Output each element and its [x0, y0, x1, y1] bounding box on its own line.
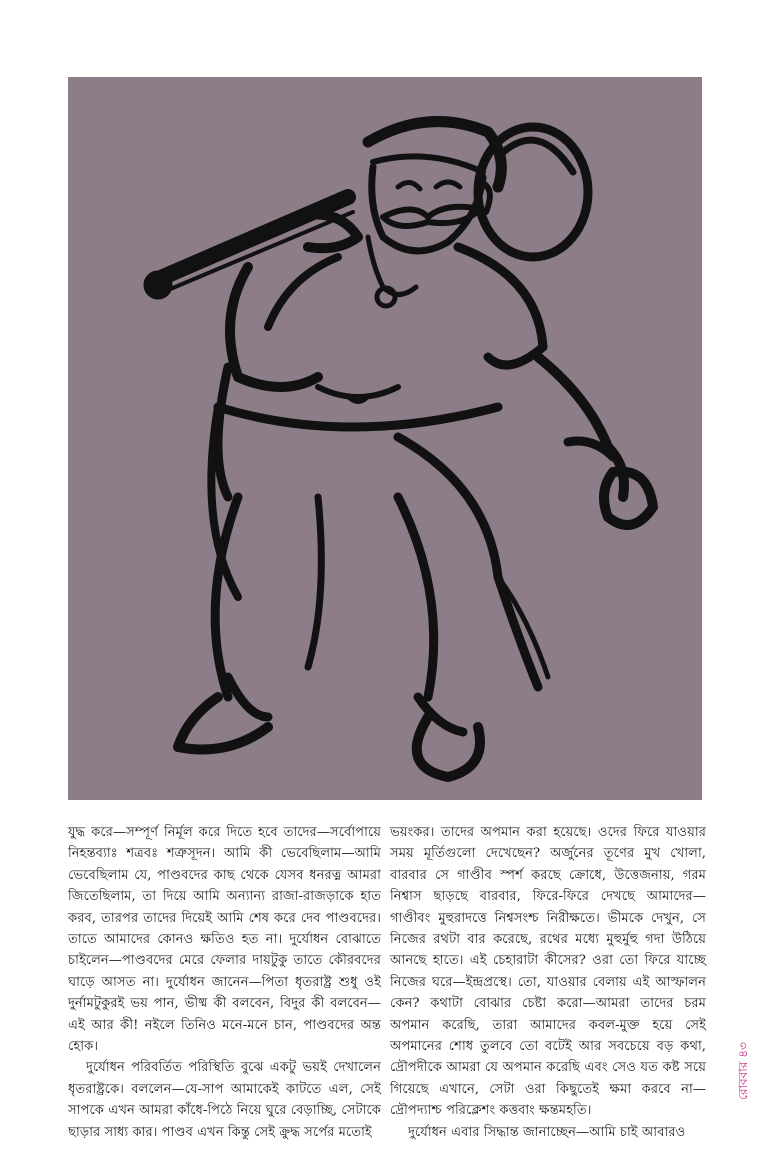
turban-band [373, 156, 483, 172]
shoulder [268, 257, 338, 327]
ink-drawing [68, 77, 702, 800]
torso-left [218, 367, 228, 497]
mace-head-ring [498, 140, 573, 172]
belly [318, 387, 398, 397]
waistband [218, 407, 498, 427]
paragraph: দুর্যোধন এবার সিদ্ধান্ত জানাচ্ছেন—আমি চাই আবারও [408, 1124, 686, 1140]
left-leg [228, 677, 268, 717]
left-eye [398, 182, 420, 189]
sash-end [498, 577, 548, 677]
article-left-column [68, 822, 381, 1143]
raised-arm [230, 267, 318, 387]
torso-right [458, 247, 543, 365]
mace-pommel [144, 271, 172, 299]
paragraph: যুদ্ধ করে—সম্পূর্ণ নির্মূল করে দিতে হবে তাদের—সর্বোপায়ে নিহন্তব্যাঃ শত্রবঃ শত্রুসূদন। আমি কী ভেবেছিলাম—আমি ভেবেছিলাম যে, পাণ্ডবদের কাছ থেকে যেসব ধনরত্ন আমরা জিতেছিলাম, তা দিয়ে আমি অন্যান্য রাজা-রাজড়াকে হাত করব, তারপর তাদের দিয়েই আমি শেষ করে দেব পাণ্ডবদের। তাতে আমাদের কোনও ক্ষতিও হত না। দুর্যোধন বোঝাতে চাইলেন—পাণ্ডবদের মেরে ফেলার দায়টুকু তাতে কৌরবদের ঘাড়ে আসত না। দুর্যোধন জানেন—পিতা ধৃতরাষ্ট্র শুধু ওই দুর্নামটুকুরই ভয় পান, ভীষ্ম কী বলবেন, বিদুর কী বলবেন—এই আর কী! নইলে তিনিও মনে-মনে চান, পাণ্ডবদের অন্ত হোক। [68, 825, 381, 1055]
right-eye [436, 182, 460, 187]
dhoti-center [308, 497, 321, 667]
dhoti-right [398, 497, 434, 697]
article-right-column [390, 822, 706, 1143]
duryodhana-illustration [68, 77, 702, 800]
paragraph: দুর্যোধন পরিবর্তিত পরিস্থিতি বুঝে একটু ভয়ই দেখালেন ধৃতরাষ্ট্রকে। বললেন—যে-সাপ আমাকেই কাটতে এল, সেই সাপকে এখন আমরা কাঁধে-পিঠে নিয়ে ঘুরে বেড়াচ্ছি, সেটাকে ছাড়ার সাধ্য কার। পাণ্ডব এখন কিন্তু সেই ক্রুদ্ধ সর্পের মতোই [68, 1060, 381, 1140]
page-folio: রোববার ৪৩ [736, 1042, 750, 1100]
left-foot [178, 697, 268, 750]
paragraph: ভয়ংকর। তাদের অপমান করা হয়েছে। ওদের ফিরে যাওয়ার সময় মূর্তিগুলো দেখেছেন? অর্জুনের তূণের মুখ খোলা, বারবার সে গাণ্ডীব স্পর্শ করছে ক্রোধে, উত্তেজনায়, গরম নিশ্বাস ছাড়ছে বারবার, ফিরে-ফিরে দেখছে আমাদের—গাণ্ডীবং মুহুরাদত্তে নিশ্বসংশ্চ নিরীক্ষতে। ভীমকে দেখুন, সে নিজের রথটা বার করেছে, রথের মধ্যে মুহুর্মুহু গদা উঠিয়ে আনছে হাতে। এই চেহারাটা কীসের? ওরা তো ফিরে যাচ্ছে নিজের ঘরে—ইন্দ্রপ্রস্থে। তো, যাওয়ার বেলায় এই আস্ফালন কেন? কথাটা বোঝার চেষ্টা করো—আমরা তাদের চরম অপমান করেছি, তারা আমাদের কবল-মুক্ত হয়ে সেই অপমানের শোধ তুলবে তো বটেই আর সবচেয়ে বড় কথা, দ্রৌপদীকে আমরা যে অপমান করেছি এবং সেও যত কষ্ট সয়ে গিয়েছে এখানে, সেটা ওরা কিছুতেই ক্ষমা করবে না—দ্রৌপদ্যাশ্চ পরিক্লেশং কত্তবাং ক্ষন্তমহতি। [390, 825, 706, 1119]
